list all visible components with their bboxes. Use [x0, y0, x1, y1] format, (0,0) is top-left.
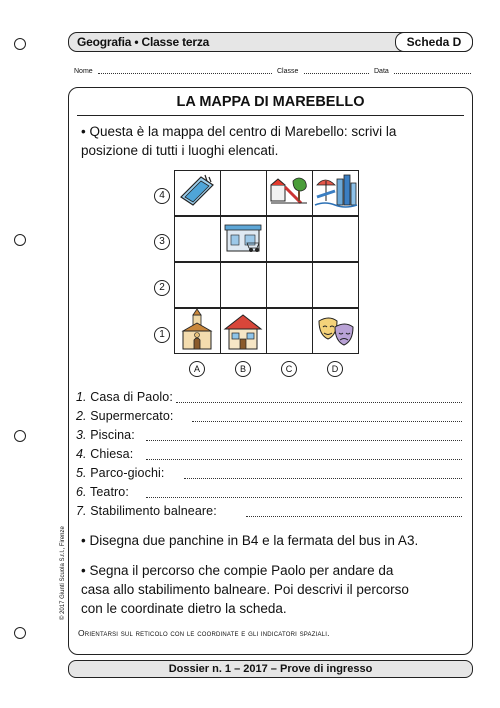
row-label-1: 1 — [154, 327, 170, 343]
map-cell-C4 — [266, 170, 313, 216]
list-item: 2. Supermercato: — [76, 409, 174, 423]
task-path-line-1: • Segna il percorso che compie Paolo per andare da — [81, 563, 394, 578]
col-label-C: C — [281, 361, 297, 377]
row-label-2: 2 — [154, 280, 170, 296]
row-label-4: 4 — [154, 188, 170, 204]
subject-label: Geografia • Classe terza — [77, 35, 210, 49]
col-label-B: B — [235, 361, 251, 377]
answer-line[interactable] — [146, 497, 462, 498]
answer-line[interactable] — [146, 440, 462, 441]
binder-hole — [14, 234, 26, 246]
map-cell-D4 — [312, 170, 359, 216]
map-cell-A4 — [174, 170, 221, 216]
list-item: 5. Parco-giochi: — [76, 466, 165, 480]
map-cell-B2 — [220, 262, 267, 308]
map-cell-D1 — [312, 308, 359, 354]
row-label-3: 3 — [154, 234, 170, 250]
binder-hole — [14, 430, 26, 442]
list-item: 3. Piscina: — [76, 428, 135, 442]
list-item: 7. Stabilimento balneare: — [76, 504, 217, 518]
supermarket-icon — [221, 217, 265, 259]
theater-masks-icon — [313, 309, 357, 353]
answer-line[interactable] — [176, 402, 462, 403]
classe-label: Classe — [277, 68, 299, 75]
hint-text: Orientarsi sul reticolo con le coordinate e gli indicatori spaziali. — [78, 628, 330, 638]
map-cell-A3 — [174, 216, 221, 262]
swimming-pool-icon — [175, 171, 219, 213]
header-bar — [68, 32, 473, 52]
sheet-badge: Scheda D — [395, 32, 473, 52]
answer-line[interactable] — [246, 516, 462, 517]
data-field[interactable] — [394, 73, 471, 74]
nome-label: Nome — [74, 68, 93, 75]
map-cell-D2 — [312, 262, 359, 308]
list-item: 1. Casa di Paolo: — [76, 390, 173, 404]
intro-line-1: • Questa è la mappa del centro di Marebello: scrivi la — [81, 124, 397, 139]
map-cell-B4 — [220, 170, 267, 216]
house-icon — [221, 309, 265, 353]
map-cell-A1 — [174, 308, 221, 354]
church-icon — [175, 309, 219, 353]
task-draw: • Disegna due panchine in B4 e la fermata del bus in A3. — [81, 533, 419, 548]
intro-line-2: posizione di tutti i luoghi elencati. — [81, 143, 279, 158]
playground-icon — [267, 171, 311, 213]
answer-line[interactable] — [192, 421, 462, 422]
map-cell-B3 — [220, 216, 267, 262]
col-label-D: D — [327, 361, 343, 377]
data-label: Data — [374, 68, 389, 75]
map-cell-A2 — [174, 262, 221, 308]
coordinate-map — [110, 170, 339, 374]
answer-line[interactable] — [146, 459, 462, 460]
binder-hole — [14, 38, 26, 50]
map-cell-D3 — [312, 216, 359, 262]
list-item: 4. Chiesa: — [76, 447, 134, 461]
task-path-line-2: casa allo stabilimento balneare. Poi descrivi il percorso — [81, 582, 409, 597]
task-path-line-3: con le coordinate dietro la scheda. — [81, 601, 287, 616]
title-divider — [77, 115, 464, 116]
beach-resort-icon — [313, 171, 359, 213]
footer-bar: Dossier n. 1 – 2017 – Prove di ingresso — [68, 660, 473, 678]
binder-hole — [14, 627, 26, 639]
copyright-text: © 2017 Giunti Scuola S.r.l., Firenze — [60, 526, 66, 620]
map-cell-C2 — [266, 262, 313, 308]
map-cell-C3 — [266, 216, 313, 262]
col-label-A: A — [189, 361, 205, 377]
map-cell-B1 — [220, 308, 267, 354]
list-item: 6. Teatro: — [76, 485, 129, 499]
nome-field[interactable] — [98, 73, 272, 74]
page-title: LA MAPPA DI MAREBELLO — [176, 94, 365, 110]
answer-line[interactable] — [184, 478, 462, 479]
classe-field[interactable] — [304, 73, 369, 74]
map-cell-C1 — [266, 308, 313, 354]
